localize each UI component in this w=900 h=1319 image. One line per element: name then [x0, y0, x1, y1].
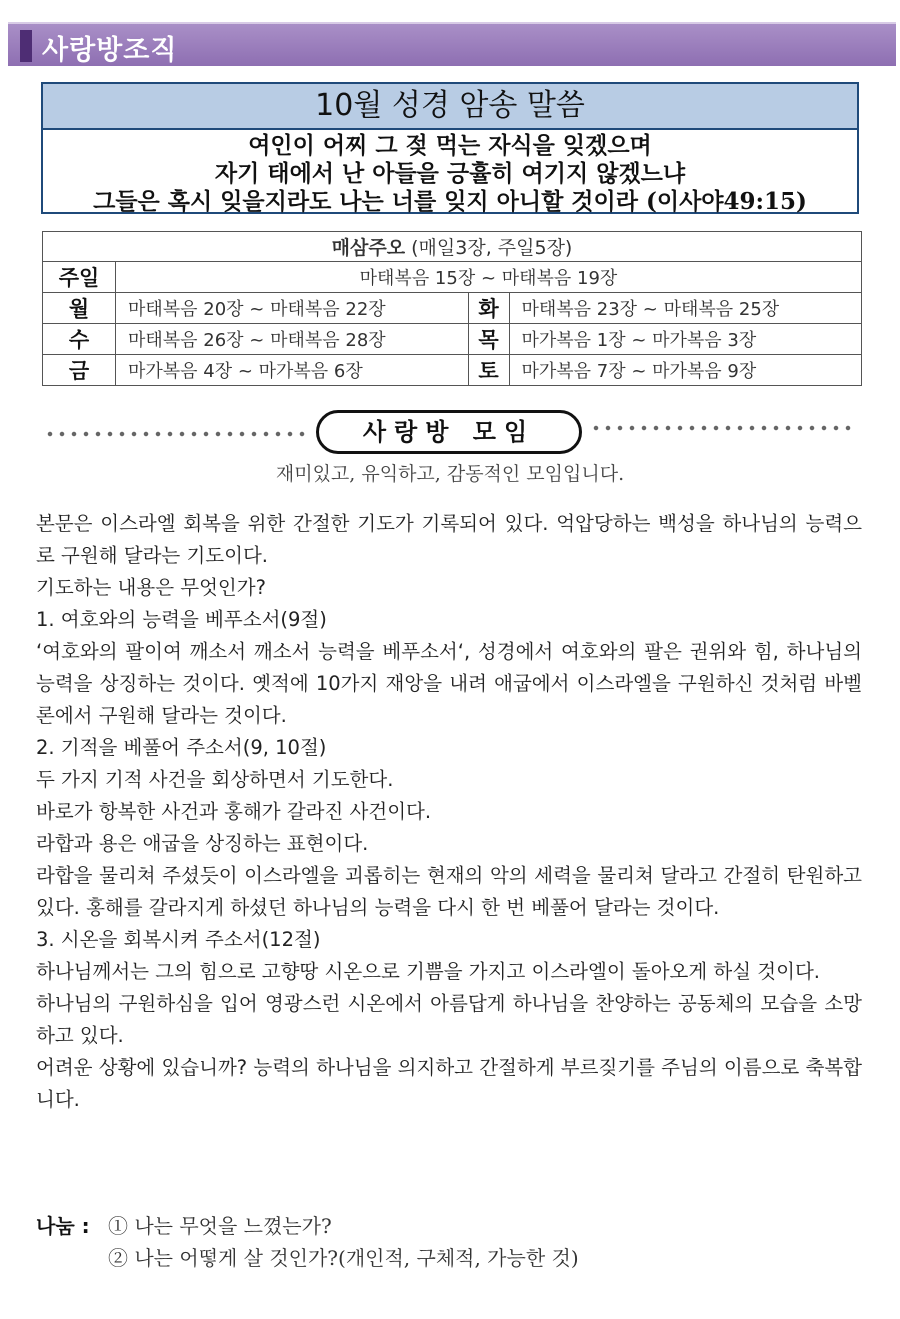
paragraph: ‘여호와의 팔이여 깨소서 깨소서 능력을 베푸소서‘, 성경에서 여호와의 팔은 권위와 힘, 하나님의 능력을 상징하는 것이다. 옛적에 10가지 재앙을 내려 애굽에서 이스라엘을 구원하신 것처럼 바벨론에서 구원해 달라는 것이다. [36, 640, 862, 727]
reading-range: 마가복음 7장 ~ 마가복음 9장 [509, 355, 862, 386]
verse-line: 자기 태에서 난 아들을 긍휼히 여기지 않겠느냐 [214, 160, 686, 187]
paragraph: 본문은 이스라엘 회복을 위한 간절한 기도가 기록되어 있다. 억압당하는 백성을 하나님의 능력으로 구원해 달라는 기도이다. [36, 512, 862, 567]
reading-range: 마태복음 26장 ~ 마태복음 28장 [116, 324, 469, 355]
sharing-row [36, 1242, 876, 1274]
verse-line: 그들은 혹시 잊을지라도 나는 너를 잊지 아니할 것이라 (이사야49:15) [93, 188, 807, 215]
verse-line: 여인이 어찌 그 젖 먹는 자식을 잊겠으며 [248, 132, 652, 159]
section-header [8, 22, 896, 66]
paragraph: 라합과 용은 애굽을 상징하는 표현이다. [36, 832, 369, 855]
section-title: 사랑방조직 [42, 35, 178, 66]
reading-range: 마가복음 1장 ~ 마가복음 3장 [509, 324, 862, 355]
sharing-section [36, 1210, 876, 1274]
paragraph: 두 가지 기적 사건을 회상하면서 기도한다. [36, 768, 394, 791]
body-text [36, 508, 862, 1116]
reading-header [43, 232, 862, 262]
day-label: 토 [468, 355, 509, 386]
dotted-divider [44, 430, 310, 438]
paragraph: 기도하는 내용은 무엇인가? [36, 576, 266, 599]
table-row [43, 262, 862, 293]
day-label: 월 [43, 293, 116, 324]
meeting-banner [44, 410, 856, 458]
paragraph: 3. 시온을 회복시켜 주소서(12절) [36, 928, 321, 951]
paragraph: 라합을 물리쳐 주셨듯이 이스라엘을 괴롭히는 현재의 악의 세력을 물리쳐 달라고 간절히 탄원하고 있다. 홍해를 갈라지게 하셨던 하나님의 능력을 다시 한 번 베풀어 달라는 것이다. [36, 864, 862, 919]
paragraph: 바로가 항복한 사건과 홍해가 갈라진 사건이다. [36, 800, 432, 823]
paragraph: 하나님의 구원하심을 입어 영광스런 시온에서 아름답게 하나님을 찬양하는 공동체의 모습을 소망하고 있다. [36, 992, 862, 1047]
paragraph: 1. 여호와의 능력을 베푸소서(9절) [36, 608, 327, 631]
day-label: 수 [43, 324, 116, 355]
table-row [43, 355, 862, 386]
reading-schedule-table [42, 231, 862, 386]
sharing-label: 나눔 : [36, 1214, 90, 1238]
table-row [43, 293, 862, 324]
meeting-title: 사랑방 모임 [316, 410, 582, 454]
paragraph: 하나님께서는 그의 힘으로 고향땅 시온으로 기쁨을 가지고 이스라엘이 돌아오게 하실 것이다. [36, 960, 820, 983]
paragraph: 2. 기적을 베풀어 주소서(9, 10절) [36, 736, 327, 759]
dotted-divider [590, 424, 856, 432]
day-label: 목 [468, 324, 509, 355]
reading-title: 매삼주오 [331, 237, 406, 259]
reading-range: 마태복음 15장 ~ 마태복음 19장 [116, 262, 862, 293]
day-label: 금 [43, 355, 116, 386]
sharing-question: ① 나는 무엇을 느꼈는가? [108, 1214, 332, 1238]
header-accent [20, 30, 32, 62]
reading-range: 마가복음 4장 ~ 마가복음 6장 [116, 355, 469, 386]
reading-subtitle: (매일3장, 주일5장) [411, 237, 573, 259]
memory-verse-box [41, 82, 859, 214]
meeting-subtitle: 재미있고, 유익하고, 감동적인 모임입니다. [275, 463, 625, 485]
day-label: 주일 [43, 262, 116, 293]
reading-range: 마태복음 20장 ~ 마태복음 22장 [116, 293, 469, 324]
table-row [43, 324, 862, 355]
day-label: 화 [468, 293, 509, 324]
sharing-question: ② 나는 어떻게 살 것인가?(개인적, 구체적, 가능한 것) [108, 1246, 579, 1270]
paragraph: 어려운 상황에 있습니까? 능력의 하나님을 의지하고 간절하게 부르짖기를 주님의 이름으로 축복합니다. [36, 1056, 862, 1111]
sharing-row [36, 1210, 876, 1242]
verse-text [43, 130, 857, 216]
reading-range: 마태복음 23장 ~ 마태복음 25장 [509, 293, 862, 324]
verse-title: 10월 성경 암송 말씀 [43, 84, 857, 130]
table-row [43, 232, 862, 262]
